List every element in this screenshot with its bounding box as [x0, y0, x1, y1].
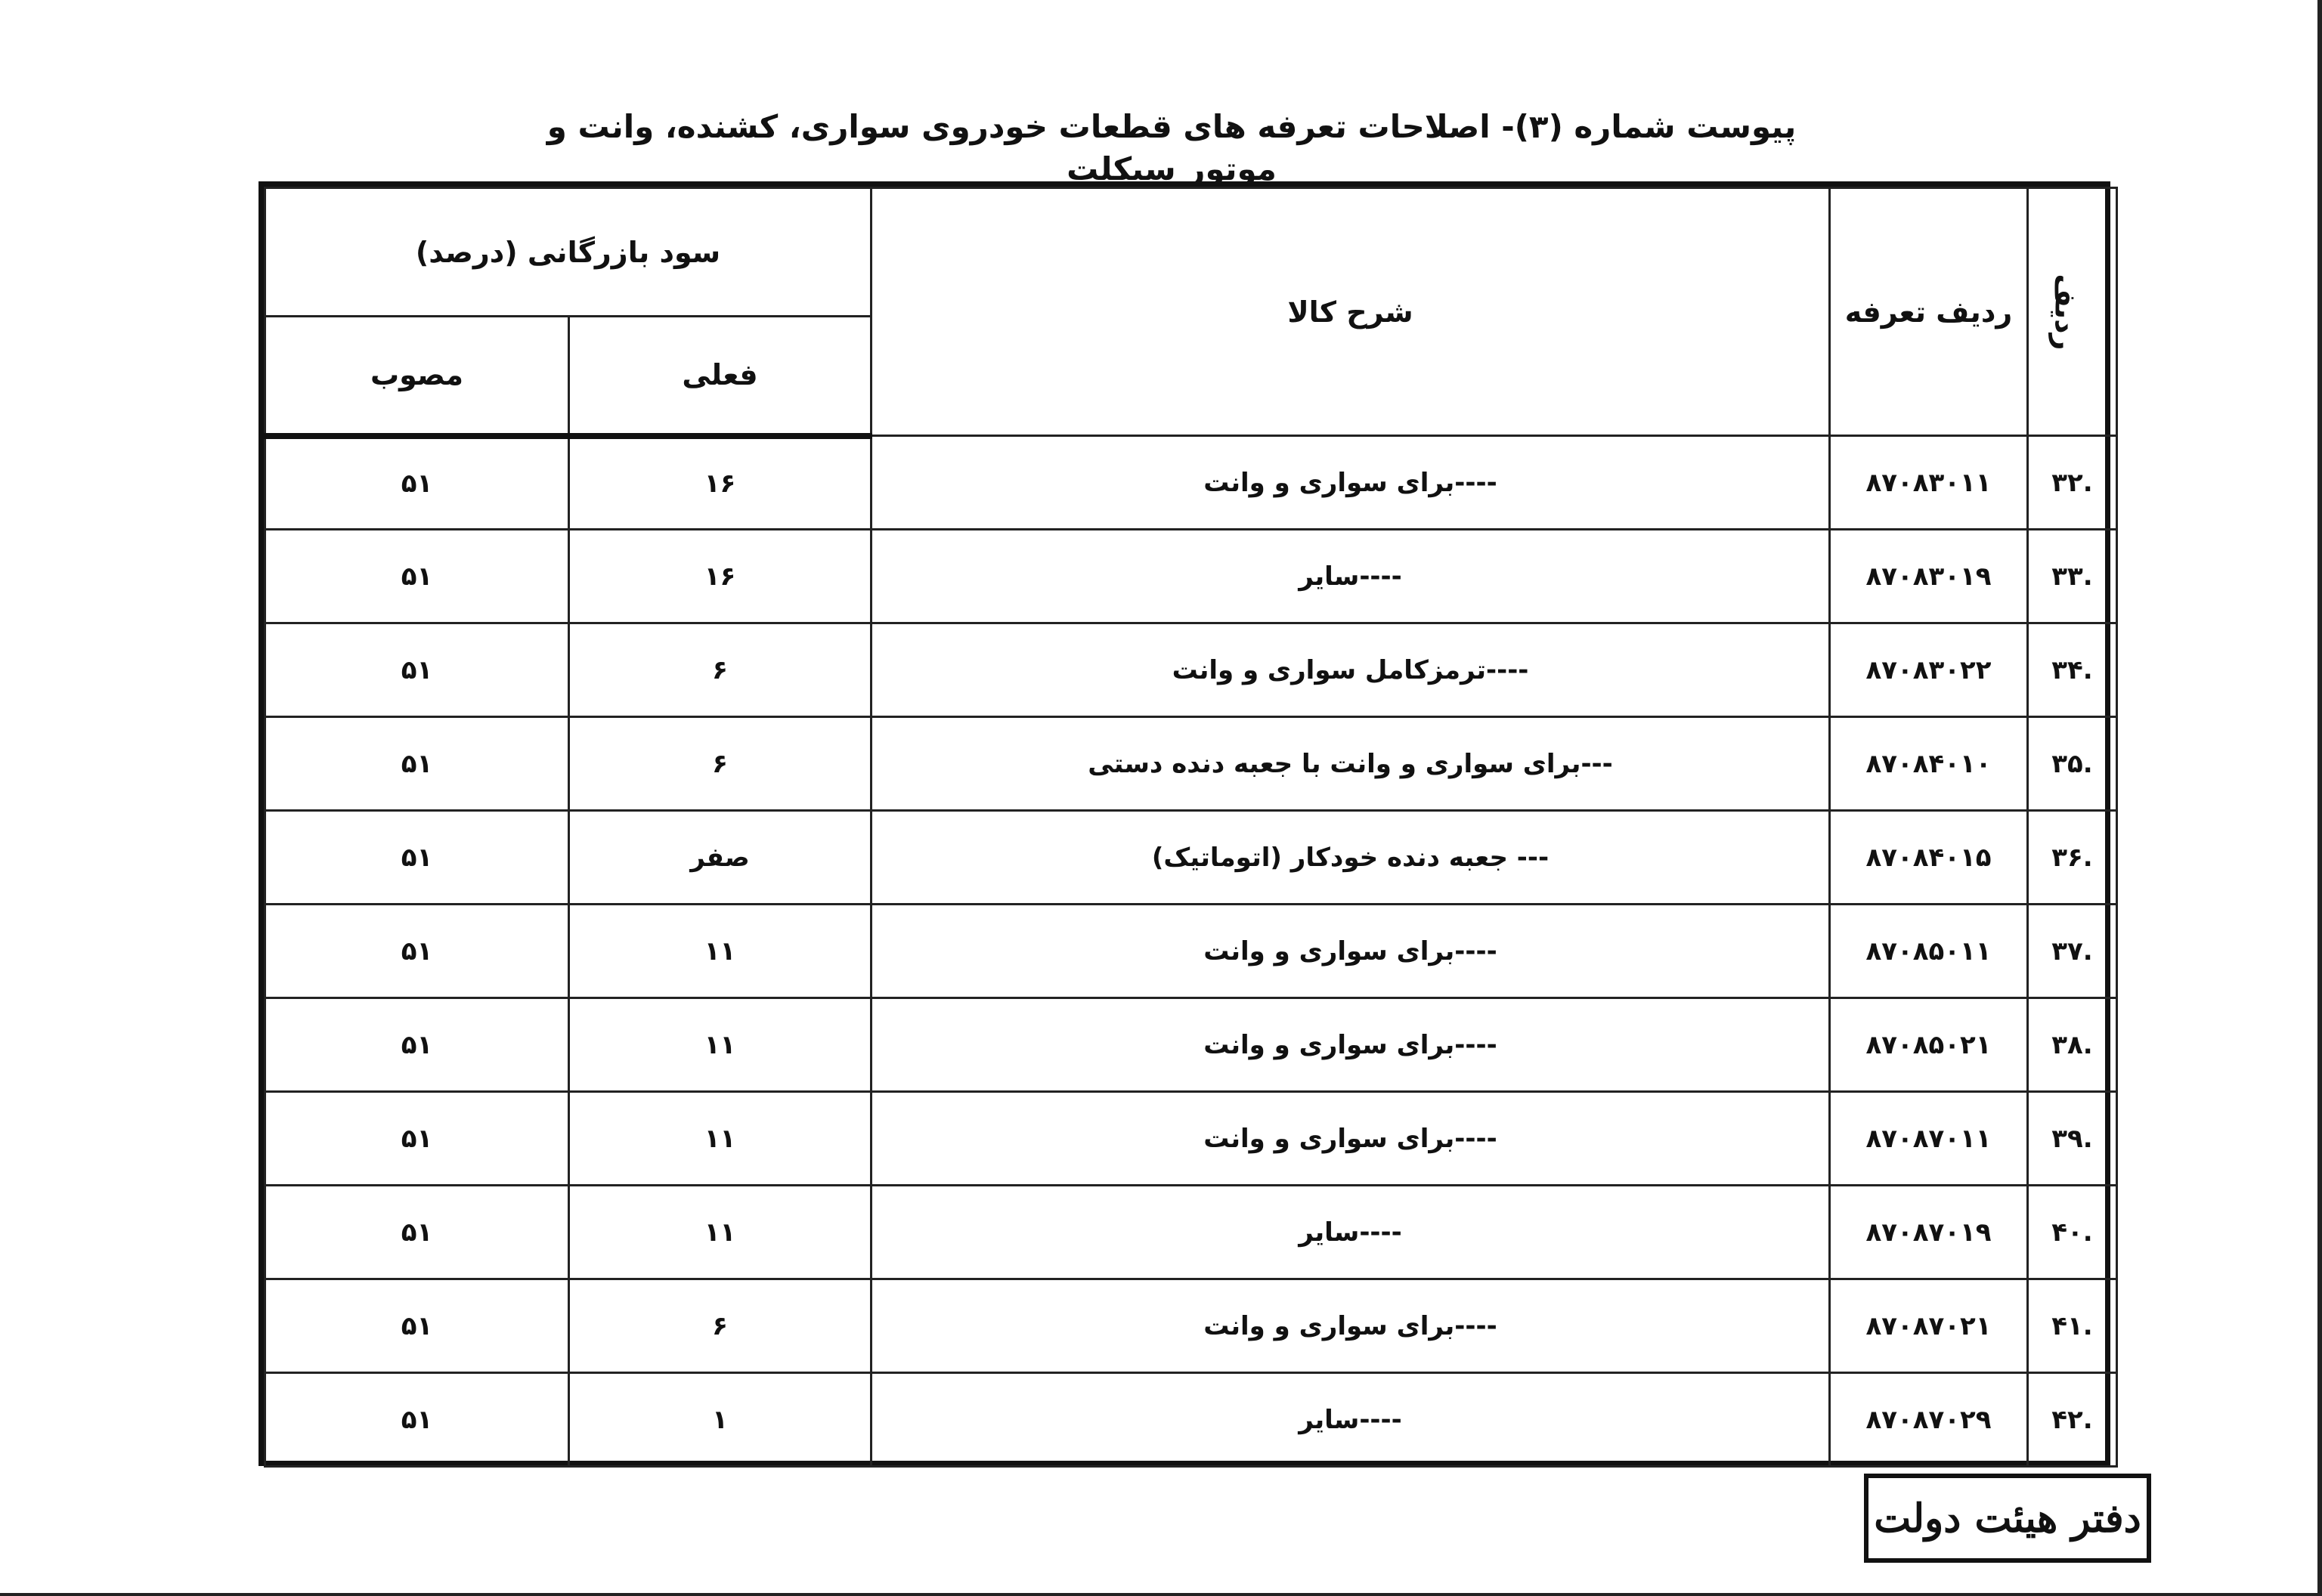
- row-number: .۳۷: [2028, 905, 2117, 998]
- current-rate: ۱۶: [569, 530, 872, 623]
- item-description: --- جعبه دنده خودکار (اتوماتیک): [872, 811, 1830, 905]
- item-description: ----سایر: [872, 530, 1830, 623]
- tariff-code: ۸۷۰۸۳۰۲۲: [1830, 623, 2028, 717]
- approved-rate: ۵۱: [265, 811, 569, 905]
- row-number: .۳۵: [2028, 717, 2117, 811]
- current-rate: ۱: [569, 1373, 872, 1467]
- row-number: .۳۸: [2028, 998, 2117, 1092]
- approved-rate: ۵۱: [265, 998, 569, 1092]
- item-description: ----سایر: [872, 1186, 1830, 1279]
- item-description: ----برای سواری و وانت: [872, 905, 1830, 998]
- row-number: .۳۴: [2028, 623, 2117, 717]
- current-rate: ۶: [569, 623, 872, 717]
- item-description: ----برای سواری و وانت: [872, 436, 1830, 530]
- table-row: [265, 623, 2117, 717]
- approved-rate: ۵۱: [265, 436, 569, 530]
- table-row: [265, 717, 2117, 811]
- current-rate: ۱۱: [569, 998, 872, 1092]
- table-row: [265, 1279, 2117, 1373]
- current-rate: ۱۱: [569, 1092, 872, 1186]
- approved-rate: ۵۱: [265, 1373, 569, 1467]
- item-description: ----برای سواری و وانت: [872, 1092, 1830, 1186]
- approved-rate: ۵۱: [265, 905, 569, 998]
- item-description: ----سایر: [872, 1373, 1830, 1467]
- tariff-table-frame: [259, 181, 2110, 1466]
- row-number: .۳۹: [2028, 1092, 2117, 1186]
- row-number: .۴۲: [2028, 1373, 2117, 1467]
- approved-rate: ۵۱: [265, 623, 569, 717]
- approved-rate: ۵۱: [265, 1186, 569, 1279]
- approved-rate: ۵۱: [265, 1279, 569, 1373]
- cabinet-office-stamp: دفتر هیئت دولت: [1864, 1474, 2151, 1563]
- approved-rate: ۵۱: [265, 1092, 569, 1186]
- item-description: ---برای سواری و وانت با جعبه دنده دستی: [872, 717, 1830, 811]
- header-tariff-code: ردیف تعرفه: [1830, 188, 2028, 436]
- approved-rate: ۵۱: [265, 530, 569, 623]
- row-number: .۳۶: [2028, 811, 2117, 905]
- current-rate: ۶: [569, 717, 872, 811]
- tariff-code: ۸۷۰۸۷۰۲۹: [1830, 1373, 2028, 1467]
- tariff-code: ۸۷۰۸۳۰۱۱: [1830, 436, 2028, 530]
- item-description: ----ترمزکامل سواری و وانت: [872, 623, 1830, 717]
- current-rate: ۱۱: [569, 1186, 872, 1279]
- table-row: [265, 998, 2117, 1092]
- tariff-code: ۸۷۰۸۳۰۱۹: [1830, 530, 2028, 623]
- tariff-code: ۸۷۰۸۴۰۱۵: [1830, 811, 2028, 905]
- item-description: ----برای سواری و وانت: [872, 1279, 1830, 1373]
- tariff-code: ۸۷۰۸۵۰۲۱: [1830, 998, 2028, 1092]
- current-rate: ۱۱: [569, 905, 872, 998]
- header-approved: مصوب: [265, 317, 569, 436]
- tariff-table: [264, 187, 2118, 1468]
- approved-rate: ۵۱: [265, 717, 569, 811]
- table-row: [265, 905, 2117, 998]
- current-rate: ۱۶: [569, 436, 872, 530]
- table-row: [265, 811, 2117, 905]
- tariff-code: ۸۷۰۸۵۰۱۱: [1830, 905, 2028, 998]
- table-row: [265, 530, 2117, 623]
- table-row: [265, 1092, 2117, 1186]
- current-rate: صفر: [569, 811, 872, 905]
- page-edge-bottom: [0, 1593, 2322, 1596]
- tariff-code: ۸۷۰۸۷۰۲۱: [1830, 1279, 2028, 1373]
- item-description: ----برای سواری و وانت: [872, 998, 1830, 1092]
- current-rate: ۶: [569, 1279, 872, 1373]
- row-number: .۴۱: [2028, 1279, 2117, 1373]
- header-current: فعلی: [569, 317, 872, 436]
- page-edge-right: [2317, 0, 2322, 1596]
- row-number: .۳۳: [2028, 530, 2117, 623]
- row-number: .۳۲: [2028, 436, 2117, 530]
- row-number: .۴۰: [2028, 1186, 2117, 1279]
- table-row: [265, 436, 2117, 530]
- header-profit-group: سود بازرگانی (درصد): [265, 188, 872, 317]
- tariff-code: ۸۷۰۸۴۰۱۰: [1830, 717, 2028, 811]
- tariff-code: ۸۷۰۸۷۰۱۹: [1830, 1186, 2028, 1279]
- table-row: [265, 1186, 2117, 1279]
- tariff-code: ۸۷۰۸۷۰۱۱: [1830, 1092, 2028, 1186]
- header-row-number: ردیف: [2028, 188, 2117, 436]
- table-row: [265, 1373, 2117, 1467]
- header-description: شرح کالا: [872, 188, 1830, 436]
- page-title: پیوست شماره (۳)- اصلاحات تعرفه های قطعات خودروی سواری، کشنده، وانت و موتور سیکلت: [546, 108, 1797, 187]
